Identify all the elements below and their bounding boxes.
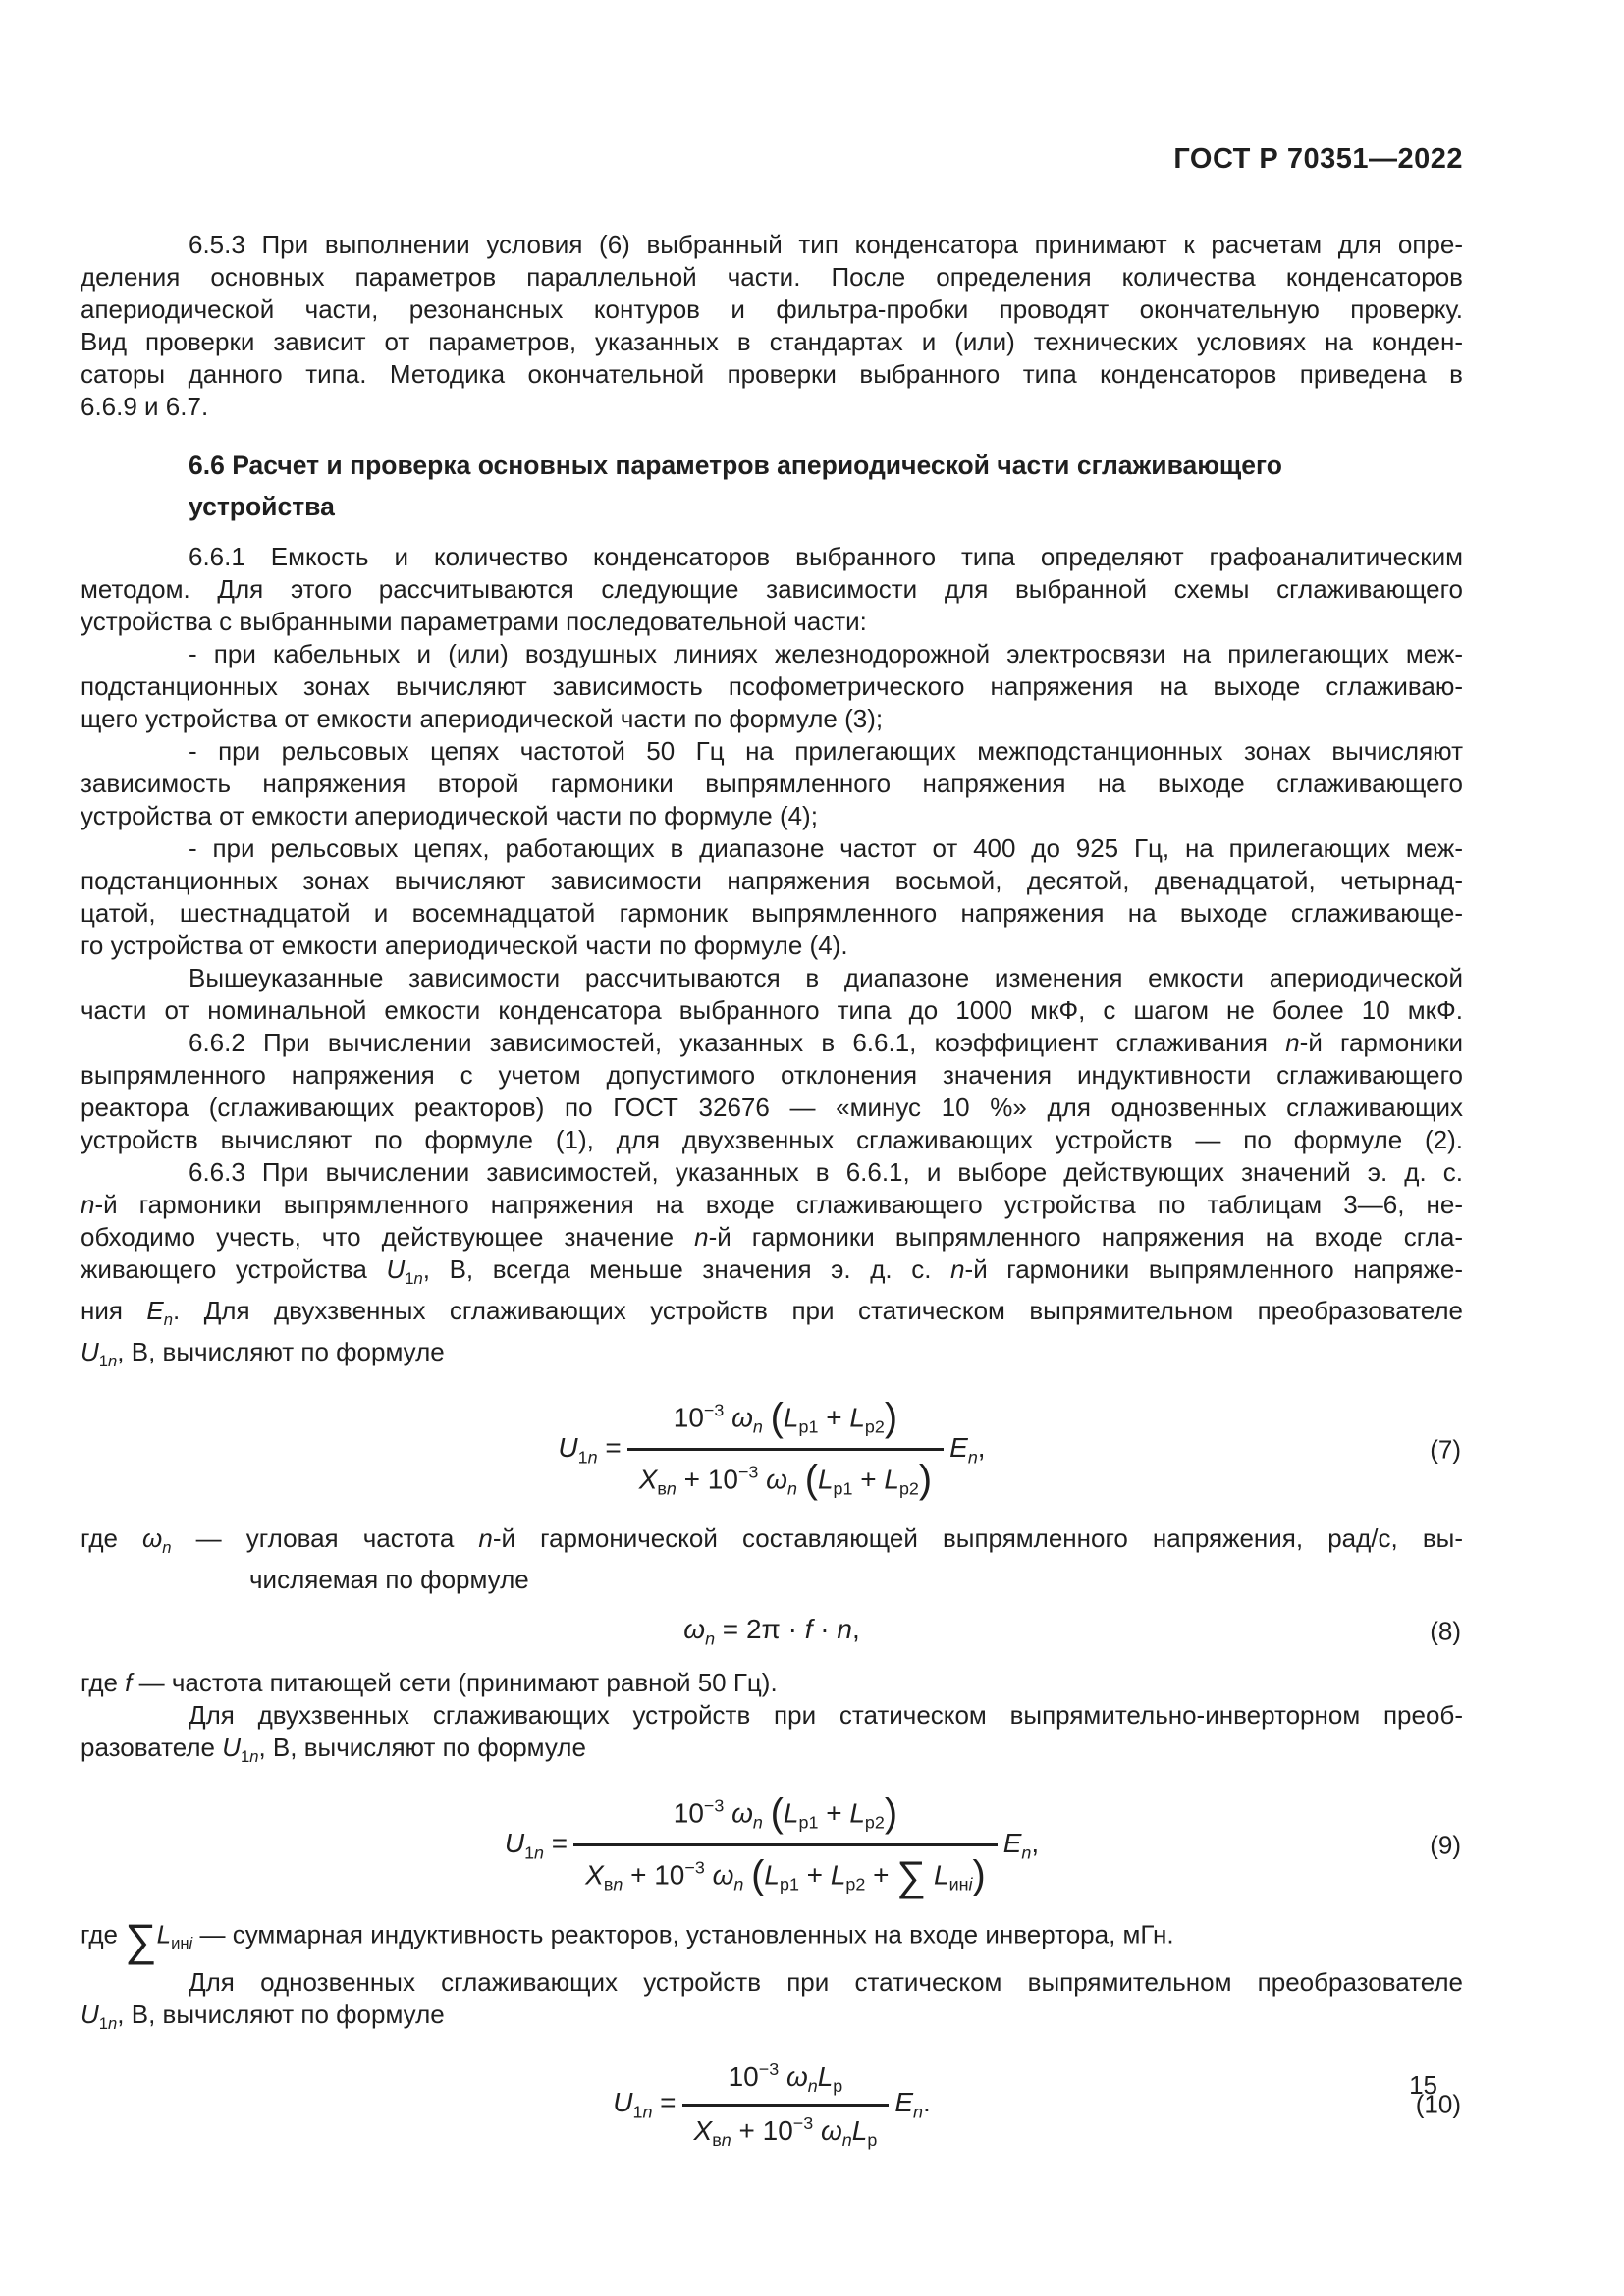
math-token: 1	[524, 1842, 535, 1862]
math-token: -й гармоники	[1299, 1028, 1463, 1057]
para-6-6-1	[81, 541, 1463, 638]
math-token: ω	[712, 1859, 734, 1891]
formula-lhs	[683, 1614, 860, 1649]
math-token	[705, 1860, 713, 1891]
math-token: 1	[577, 1446, 588, 1467]
para-6-6-3	[81, 1156, 1463, 1376]
math-token: 10	[673, 1402, 704, 1433]
math-token: ∑	[896, 1852, 927, 1899]
math-token: 6.6.2 При вычислении зависимостей, указанных в 6.6.1, коэффициент сглаживания	[189, 1028, 1286, 1057]
para-two-link-inverter	[81, 1699, 1463, 1773]
math-token: L	[783, 1402, 799, 1433]
text-line	[81, 1295, 1463, 1336]
text-line: устройства	[189, 492, 335, 521]
math-token: -й гармоники выпрямленного напряжения на входе сгла-	[708, 1222, 1463, 1252]
text-line: Для однозвенных сглаживающих устройств при статическом выпрямительном преобразователе	[189, 1967, 1463, 1998]
math-token: р1	[779, 1874, 799, 1895]
math-token: n	[752, 1417, 763, 1438]
math-token: n	[694, 1222, 709, 1252]
math-token: )	[972, 1853, 986, 1897]
math-token: L	[817, 1464, 834, 1495]
math-token: −3	[792, 2112, 814, 2133]
math-token: 10	[673, 1797, 704, 1829]
math-token: в	[657, 1478, 667, 1499]
math-token: в	[712, 2129, 722, 2150]
math-token: , В, вычисляют по формуле	[117, 1336, 445, 1366]
text-line: Для двухзвенных сглаживающих устройств при статическом выпрямительно-инверторном преоб-	[189, 1699, 1463, 1730]
math-token: f	[125, 1667, 133, 1697]
math-token: L	[156, 1919, 172, 1949]
fraction	[682, 2057, 890, 2152]
fraction-numerator	[573, 1789, 998, 1843]
math-token: L	[849, 1402, 865, 1433]
math-token: −3	[703, 1796, 725, 1817]
math-token: +	[818, 1402, 850, 1433]
math-token: n	[913, 2102, 923, 2122]
para-6-6-1-item-rail-400-925hz	[81, 832, 1463, 962]
para-single-link	[81, 1966, 1463, 2040]
text-line: выпрямленного напряжения с учетом допустимого отклонения значения индуктивности сглаживающего	[81, 1060, 1463, 1090]
math-token: n	[666, 1478, 677, 1499]
para-6-6-1-range-note	[81, 962, 1463, 1027]
math-token: n	[613, 1874, 623, 1895]
text-line: - при рельсовых цепях частотой 50 Гц на прилегающих межподстанционных зонах вычисляют	[189, 736, 1463, 766]
math-token: ,	[1031, 1827, 1040, 1858]
math-token: .	[922, 2087, 931, 2118]
math-token: р1	[798, 1417, 819, 1438]
math-token: ω	[142, 1522, 163, 1553]
math-token: 1	[98, 2014, 109, 2034]
math-token: n	[249, 1746, 259, 1766]
formula-expression	[81, 1394, 1463, 1504]
math-token: ω	[820, 2114, 842, 2146]
math-token: n	[534, 1842, 545, 1862]
math-token: i	[189, 1933, 193, 1952]
math-token: 1	[632, 2102, 643, 2122]
math-token: — частота питающей сети (принимают равной 50 Гц).	[132, 1667, 778, 1697]
text-line: щего устройства от емкости апериодической части по формуле (3);	[81, 704, 884, 733]
text-line: подстанционных зонах вычисляют зависимость псофометрического напряжения на выходе сглаживаю-	[81, 671, 1463, 701]
math-token: 10	[728, 2060, 759, 2092]
math-token: )	[884, 1396, 898, 1440]
math-token: р	[833, 2076, 843, 2097]
math-token: р	[867, 2129, 878, 2150]
math-token: в	[603, 1874, 614, 1895]
text-line: части от номинальной емкости конденсатора выбранного типа до 1000 мкФ, с шагом не более 10 мкФ.	[81, 995, 1463, 1025]
text-line: 6.6.1 Емкость и количество конденсаторов выбранного типа определяют графоаналитическим	[189, 542, 1463, 571]
math-token: n	[108, 1351, 118, 1370]
math-token	[779, 2061, 786, 2092]
math-token: E	[949, 1431, 968, 1463]
math-token: — угловая частота	[171, 1522, 479, 1553]
math-token: ω	[766, 1464, 787, 1495]
text-line	[81, 1027, 1463, 1059]
math-token: — суммарная индуктивность реакторов, установленных на входе инвертора, мГн.	[192, 1919, 1174, 1949]
math-token: n	[721, 2129, 731, 2150]
text-line: 6.6.3 При вычислении зависимостей, указанных в 6.6.1, и выборе действующих значений э. д. с.	[189, 1157, 1463, 1187]
para-6-6-1-item-cable-lines	[81, 638, 1463, 735]
math-token	[743, 1860, 751, 1891]
heading-6-6	[189, 445, 1463, 527]
math-token: n	[733, 1874, 744, 1895]
fraction-denominator	[682, 2104, 890, 2153]
doc-code: ГОСТ Р 70351—2022	[1173, 143, 1463, 175]
math-token: где	[81, 1522, 143, 1553]
math-token: , В, всегда меньше значения э. д. с.	[422, 1255, 951, 1284]
math-token: (	[770, 1791, 784, 1836]
math-token: E	[894, 2087, 913, 2118]
math-token: L	[851, 2114, 868, 2146]
math-token: i	[968, 1874, 973, 1895]
formula-expression	[81, 1614, 1463, 1649]
math-token	[763, 1403, 771, 1433]
math-token: L	[817, 2060, 834, 2092]
math-token: живающего устройства	[81, 1255, 387, 1284]
text-line: 6.5.3 При выполнении условия (6) выбранный тип конденсатора принимают к расчетам для опре-	[189, 230, 1463, 259]
text-line: Вышеуказанные зависимости рассчитываются в диапазоне изменения емкости апериодической	[189, 963, 1463, 992]
math-token: ·	[812, 1613, 838, 1644]
text-line: - при кабельных и (или) воздушных линиях железнодорожной электросвязи на прилегающих меж-	[189, 639, 1463, 668]
math-token: U	[613, 2087, 633, 2118]
math-token: +	[865, 1859, 897, 1891]
math-token: L	[830, 1859, 846, 1891]
text-line	[81, 1189, 1463, 1221]
math-token: n	[967, 1446, 978, 1467]
math-token: L	[933, 1859, 949, 1891]
math-token: E	[146, 1295, 164, 1325]
math-token: + 10	[676, 1464, 738, 1495]
text-line: го устройства от емкости апериодической части по формуле (4).	[81, 931, 848, 960]
math-token: −3	[758, 2059, 780, 2080]
math-token: = 2π ·	[715, 1613, 805, 1644]
math-token: n	[81, 1190, 95, 1219]
math-token: ω	[731, 1402, 753, 1433]
math-token	[724, 1403, 731, 1433]
math-token: n	[837, 1613, 852, 1644]
math-token: U	[504, 1827, 525, 1858]
math-token: +	[852, 1464, 885, 1495]
math-token: n	[841, 2129, 852, 2150]
math-token: р2	[845, 1874, 866, 1895]
fraction-numerator	[682, 2057, 890, 2104]
math-token: −3	[684, 1857, 705, 1878]
math-token: L	[849, 1797, 865, 1829]
formula-rhs	[894, 2087, 930, 2122]
math-token: U	[558, 1431, 578, 1463]
math-token: ω	[683, 1613, 706, 1644]
formula-9	[81, 1789, 1463, 1899]
formula-number: (9)	[1430, 1830, 1461, 1860]
math-token: +	[798, 1859, 831, 1891]
para-6-6-1-item-rail-50hz	[81, 735, 1463, 832]
text-line: устройства от емкости апериодической части по формуле (4);	[81, 801, 818, 830]
math-token: n	[807, 2076, 818, 2097]
formula-7	[81, 1394, 1463, 1504]
fraction-denominator	[573, 1843, 998, 1900]
math-token: n	[752, 1813, 763, 1834]
para-where-f	[81, 1667, 1463, 1699]
math-token: -й гармоники выпрямленного напряжения на входе сглаживающего устройства по таблицам 3—6, не-	[94, 1190, 1463, 1219]
text-line: подстанционных зонах вычисляют зависимости напряжения восьмой, десятой, двенадцатой, четырнад-	[81, 866, 1463, 895]
math-token	[763, 1798, 771, 1829]
math-token: где	[81, 1919, 126, 1949]
math-token: =	[597, 1431, 622, 1463]
math-token	[797, 1465, 805, 1495]
text-line: апериодической части, резонансных контуров и фильтра-пробки проводят окончательную проверку.	[81, 294, 1463, 324]
math-token: , В, вычисляют по формуле	[258, 1732, 586, 1762]
math-token: n	[950, 1255, 965, 1284]
text-line	[81, 1732, 1463, 1773]
formula-number: (8)	[1430, 1616, 1461, 1646]
para-where-omega	[81, 1522, 1463, 1596]
math-token: разователе	[81, 1732, 223, 1762]
text-line	[81, 1667, 1463, 1699]
text-line	[81, 1522, 1463, 1564]
math-token	[724, 1798, 731, 1829]
math-token: n	[162, 1537, 172, 1557]
math-token: ,	[977, 1431, 986, 1463]
text-line: Вид проверки зависит от параметров, указанных в стандартах и (или) технических условиях на конден-	[81, 327, 1463, 356]
math-token: L	[783, 1797, 799, 1829]
math-token	[758, 1465, 766, 1495]
math-token: обходимо учесть, что действующее значение	[81, 1222, 695, 1252]
formula-rhs	[1003, 1828, 1039, 1863]
math-token: E	[1002, 1827, 1022, 1858]
math-token: где	[81, 1667, 126, 1697]
math-token: −3	[737, 1462, 759, 1482]
para-6-5-3	[81, 229, 1463, 423]
math-token: n	[786, 1478, 797, 1499]
math-token	[813, 2115, 821, 2146]
text-line: - при рельсовых цепях, работающих в диапазоне частот от 400 до 925 Гц, на прилегающих меж-	[189, 833, 1463, 863]
formula-10	[81, 2057, 1463, 2152]
math-token: (	[804, 1458, 818, 1502]
math-token: . Для двухзвенных сглаживающих устройств при статическом выпрямительном преобразователе	[173, 1295, 1463, 1325]
math-token: 1	[240, 1746, 250, 1766]
math-token: р1	[798, 1813, 819, 1834]
math-token: +	[818, 1797, 850, 1829]
text-line: методом. Для этого рассчитываются следующие зависимости для выбранной схемы сглаживающего	[81, 574, 1463, 604]
math-token: ω	[785, 2060, 808, 2092]
math-token: 1	[405, 1268, 414, 1288]
math-token	[926, 1860, 934, 1891]
math-token: (	[751, 1853, 765, 1897]
text-line: деления основных параметров параллельной части. После определения количества конденсаторов	[81, 262, 1463, 292]
math-token: р2	[898, 1478, 919, 1499]
para-where-sum-inductance	[81, 1914, 1463, 1965]
formula-number: (7)	[1430, 1434, 1461, 1465]
formula-expression	[81, 2057, 1463, 2152]
math-token: n	[478, 1522, 493, 1553]
math-token: р1	[833, 1478, 853, 1499]
text-line: 6.6.9 и 6.7.	[81, 392, 209, 421]
formula-number: (10)	[1415, 2089, 1461, 2119]
para-6-6-2	[81, 1027, 1463, 1156]
math-token: n	[413, 1268, 423, 1288]
formula-expression	[81, 1789, 1463, 1899]
math-token: U	[386, 1255, 406, 1284]
math-token: U	[81, 2000, 99, 2030]
math-token: ∑	[125, 1914, 157, 1965]
math-token: n	[1021, 1842, 1032, 1862]
text-line: цатой, шестнадцатой и восемнадцатой гармоник выпрямленного напряжения на выходе сглаживающе-	[81, 898, 1463, 928]
math-token: =	[544, 1827, 568, 1858]
math-token: −3	[703, 1401, 725, 1421]
math-token: ния	[81, 1295, 147, 1325]
text-line: зависимость напряжения второй гармоники выпрямленного напряжения на выходе сглаживающего	[81, 769, 1463, 798]
text-line	[81, 1999, 1463, 2040]
math-token: -й гармонической составляющей выпрямленного напряжения, рад/с, вы-	[492, 1522, 1463, 1553]
math-token: , В, вычисляют по формуле	[117, 2000, 445, 2030]
formula-lhs	[558, 1432, 621, 1468]
math-token: -й гармоники выпрямленного напряже-	[964, 1255, 1463, 1284]
math-token: )	[884, 1791, 898, 1836]
math-token: n	[705, 1628, 716, 1648]
page-content	[81, 143, 1463, 2169]
math-token: X	[585, 1859, 604, 1891]
math-token: ин	[948, 1874, 969, 1895]
math-token: f	[804, 1613, 813, 1644]
text-line: числяемая по формуле	[249, 1564, 529, 1594]
math-token: + 10	[731, 2114, 793, 2146]
page-number: 15	[1409, 2070, 1437, 2100]
text-line: устройства с выбранными параметрами последовательной части:	[81, 607, 867, 636]
formula-8	[81, 1614, 1463, 1649]
fraction	[573, 1789, 998, 1899]
math-token: ,	[851, 1613, 860, 1644]
math-token: =	[652, 2087, 677, 2118]
math-token: n	[163, 1309, 174, 1329]
math-token: ин	[171, 1933, 189, 1952]
text-line	[81, 1221, 1463, 1254]
math-token: 1	[98, 1351, 109, 1370]
math-token: (	[770, 1396, 784, 1440]
math-token: + 10	[623, 1859, 685, 1891]
math-token: n	[1285, 1028, 1300, 1057]
math-token: L	[764, 1859, 780, 1891]
math-token: X	[638, 1464, 658, 1495]
fraction-numerator	[627, 1394, 944, 1448]
text-line: реактора (сглаживающих реакторов) по ГОСТ 32676 — «минус 10 %» для однозвенных сглаживающих	[81, 1093, 1463, 1122]
math-token: U	[222, 1732, 241, 1762]
fraction	[627, 1394, 944, 1504]
math-token: L	[884, 1464, 899, 1495]
math-token: n	[108, 2014, 118, 2034]
text-line	[81, 1336, 1463, 1377]
math-token: X	[693, 2114, 713, 2146]
math-token: n	[587, 1446, 598, 1467]
formula-rhs	[949, 1432, 985, 1468]
text-line	[81, 1254, 1463, 1295]
text-line: устройств вычисляют по формуле (1), для двухзвенных сглаживающих устройств — по формуле (2).	[81, 1125, 1463, 1154]
fraction-denominator	[627, 1448, 944, 1505]
formula-lhs	[505, 1828, 568, 1863]
math-token: U	[81, 1336, 99, 1366]
text-line: 6.6 Расчет и проверка основных параметров апериодической части сглаживающего	[189, 451, 1282, 480]
math-token: р2	[864, 1417, 885, 1438]
formula-lhs	[613, 2087, 676, 2122]
text-line	[81, 1914, 1463, 1965]
math-token: n	[642, 2102, 653, 2122]
math-token: р2	[864, 1813, 885, 1834]
math-token: ω	[731, 1797, 753, 1829]
math-token: )	[918, 1458, 933, 1502]
text-line: саторы данного типа. Методика окончательной проверки выбранного типа конденсаторов приведена в	[81, 359, 1463, 389]
